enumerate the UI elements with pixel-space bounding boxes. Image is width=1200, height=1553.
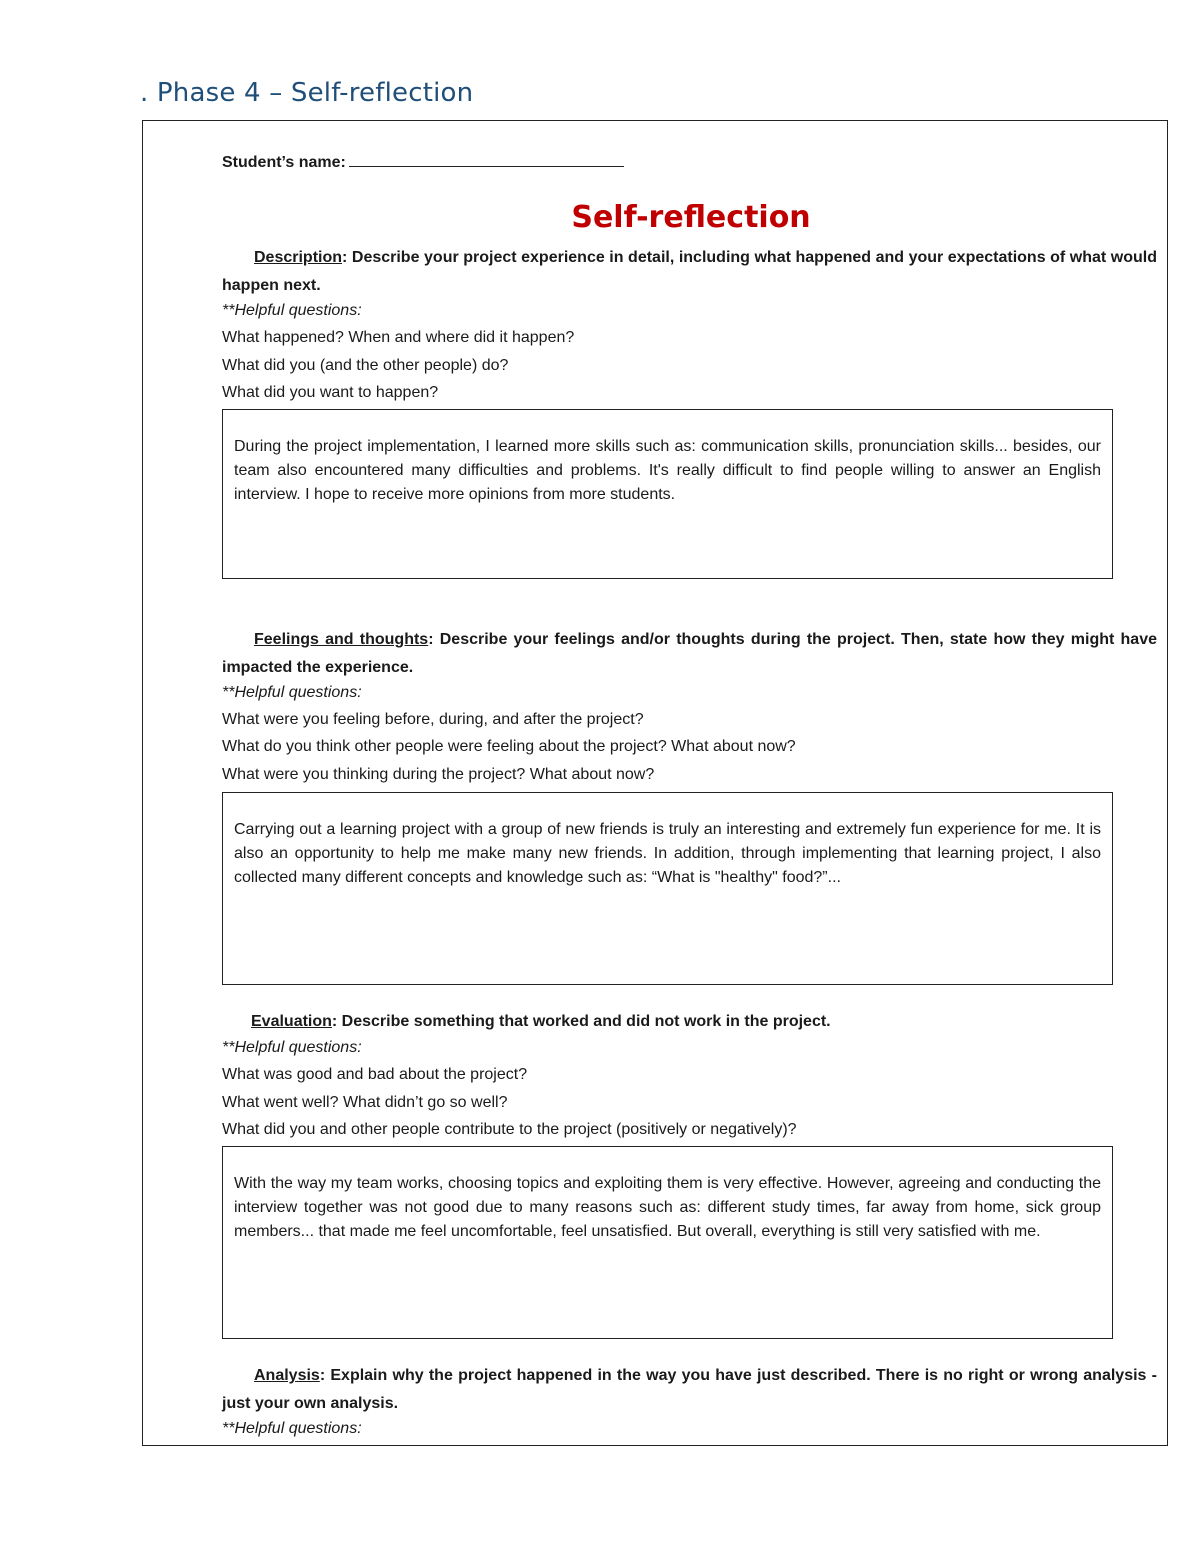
evaluation-question: What did you and other people contribute to the project (positively or negatively)? <box>222 1121 797 1138</box>
description-question: What happened? When and where did it happen? <box>222 329 575 346</box>
evaluation-heading: Evaluation <box>251 1013 332 1030</box>
evaluation-prompt-text: : Describe something that worked and did not work in the project. <box>331 1013 831 1030</box>
analysis-prompt-text: : Explain why the project happened in the way you have just described. There is no right or wrong analysis - just your own analysis. <box>222 1367 1157 1412</box>
feelings-answer-box[interactable]: Carrying out a learning project with a group of new friends is truly an interesting and extremely fun experience for me. It is also an opportunity to help me make many new friends. In addition, through implementing that learning project, I also collected many different concepts and knowledge such as: “What is "healthy" food?”... <box>222 792 1113 985</box>
description-helpful-label: **Helpful questions: <box>222 302 362 319</box>
student-name-label: Student’s name: <box>222 154 346 171</box>
analysis-heading: Analysis <box>254 1367 320 1384</box>
feelings-helpful-label: **Helpful questions: <box>222 684 362 701</box>
evaluation-question: What was good and bad about the project? <box>222 1066 528 1083</box>
feelings-heading: Feelings and thoughts <box>254 631 429 648</box>
evaluation-question: What went well? What didn’t go so well? <box>222 1094 508 1111</box>
form-title: Self-reflection <box>571 200 811 235</box>
analysis-prompt <box>222 1362 1157 1418</box>
feelings-prompt <box>222 626 1157 682</box>
phase-title: . Phase 4 – Self-reflection <box>140 78 474 108</box>
feelings-prompt-text: : Describe your feelings and/or thoughts during the project. Then, state how they might have impacted the experience. <box>222 631 1157 676</box>
description-answer-box[interactable]: During the project implementation, I learned more skills such as: communication skills, pronunciation skills... besides, our team also encountered many difficulties and problems. It's really difficult to find people willing to answer an English interview. I hope to receive more opinions from more students. <box>222 409 1113 579</box>
evaluation-prompt <box>222 1008 1157 1036</box>
student-name-blank-line[interactable] <box>349 150 624 167</box>
description-question: What did you (and the other people) do? <box>222 357 509 374</box>
feelings-question: What were you feeling before, during, and after the project? <box>222 711 644 728</box>
description-prompt <box>222 244 1157 300</box>
student-name-row <box>222 150 624 172</box>
description-prompt-text: : Describe your project experience in detail, including what happened and your expectations of what would happen next. <box>222 249 1157 294</box>
evaluation-helpful-label: **Helpful questions: <box>222 1039 362 1056</box>
description-question: What did you want to happen? <box>222 384 439 401</box>
feelings-question: What were you thinking during the project? What about now? <box>222 766 655 783</box>
analysis-helpful-label: **Helpful questions: <box>222 1420 362 1437</box>
description-heading: Description <box>254 249 343 266</box>
evaluation-answer-box[interactable]: With the way my team works, choosing topics and exploiting them is very effective. However, agreeing and conducting the interview together was not good due to many reasons such as: different study times, far away from home, sick group members... that made me feel uncomfortable, feel unsatisfied. But overall, everything is still very satisfied with me. <box>222 1146 1113 1339</box>
feelings-question: What do you think other people were feeling about the project? What about now? <box>222 738 796 755</box>
